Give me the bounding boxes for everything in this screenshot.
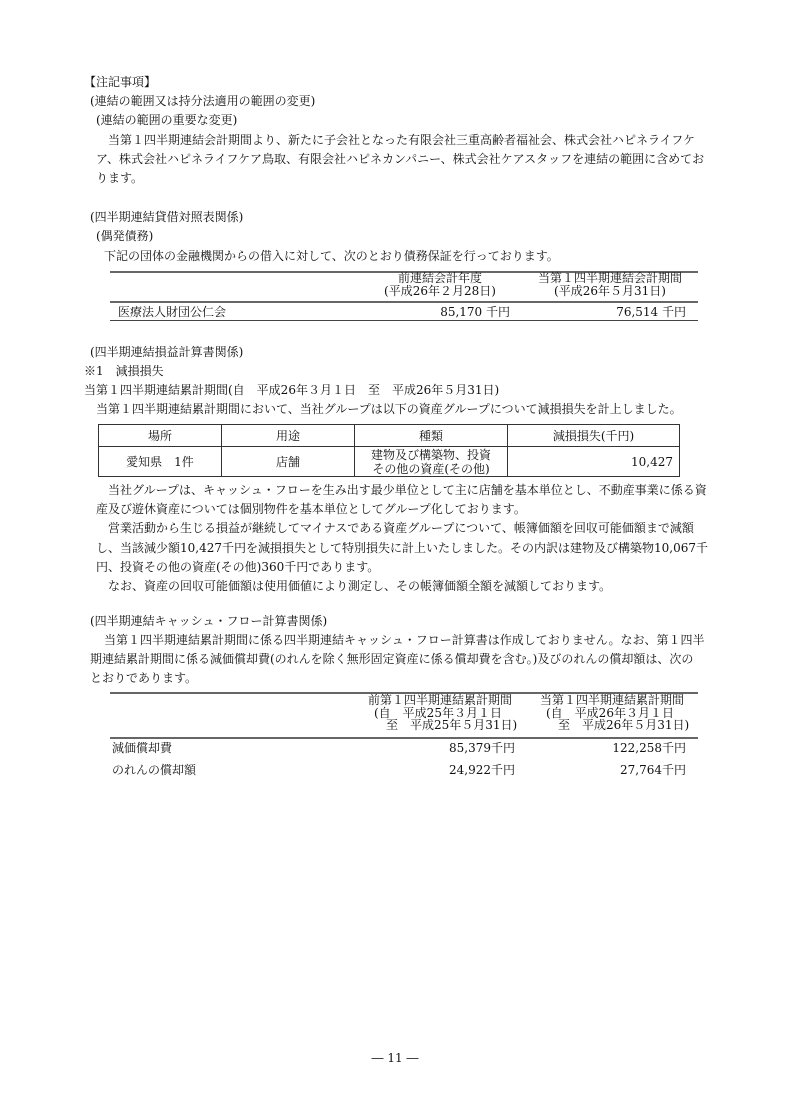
pl-period: 当第１四半期連結累計期間(自 平成26年３月１日 至 平成26年５月31日): [84, 383, 500, 397]
bs-col1-header: 前連結会計年度 (平成26年２月28日): [384, 271, 496, 298]
pl-line: 産及び遊休資産については個別物件を基本単位としてグループ化しております。: [96, 502, 526, 516]
cf-row-v2: 122,258千円: [612, 741, 686, 755]
cell-location: 愛知県 1件: [99, 447, 222, 477]
divider: [110, 320, 698, 321]
cf-line: とおりであります。: [90, 671, 198, 685]
scope-line: ります。: [96, 171, 144, 185]
bs-subheading: (偶発債務): [96, 229, 154, 243]
page-number: ― 11 ―: [371, 1051, 419, 1065]
table-row: [99, 447, 680, 477]
bs-col2-header: 当第１四半期連結会計期間 (平成26年５月31日): [537, 271, 682, 298]
divider: [110, 737, 698, 739]
cell-loss: 10,427: [508, 447, 680, 477]
bs-row-v2: 76,514 千円: [616, 305, 686, 319]
bs-intro: 下記の団体の金融機関からの借入に対して、次のとおり債務保証を行っております。: [104, 249, 559, 263]
cf-col1-header: 前第１四半期連結累計期間 (自 平成25年３月１日 至 平成25年５月31日): [368, 693, 518, 732]
pl-intro: 当第１四半期連結累計期間において、当社グループは以下の資産グループについて減損損失を計上しました。: [96, 402, 682, 416]
header-location: 場所: [99, 425, 222, 447]
cell-type: 建物及び構築物、投資 その他の資産(その他): [355, 447, 508, 477]
pl-line: 営業活動から生じる損益が継続してマイナスである資産グループについて、帳簿価額を回収可能価額まで減額: [108, 521, 694, 535]
cf-col2-header: 当第１四半期連結累計期間 (自 平成26年３月１日 至 平成26年５月31日): [540, 693, 690, 732]
header-type: 種類: [355, 425, 508, 447]
cf-row-label: のれんの償却額: [112, 763, 197, 777]
cf-line: 当第１四半期連結累計期間に係る四半期連結キャッシュ・フロー計算書は作成しておりません。なお、第１四半: [104, 633, 705, 647]
pl-line: 円、投資その他の資産(その他)360千円であります。: [96, 560, 380, 574]
table-header-row: [99, 425, 680, 447]
header-use: 用途: [222, 425, 355, 447]
cf-row-v2: 27,764千円: [620, 763, 686, 777]
cf-row-v1: 24,922千円: [449, 763, 515, 777]
scope-line: 当第１四半期連結会計期間より、新たに子会社となった有限会社三重高齢者福祉会、株式会社ハピネライフケ: [108, 133, 695, 147]
bs-row-label: 医療法人財団公仁会: [118, 305, 227, 319]
cf-row-label: 減価償却費: [112, 741, 173, 755]
notes-title: 【注記事項】: [84, 75, 157, 89]
cf-row-v1: 85,379千円: [449, 741, 515, 755]
scope-heading: (連結の範囲又は持分法適用の範囲の変更): [90, 94, 316, 108]
header-loss: 減損損失(千円): [508, 425, 680, 447]
pl-note: ※1 減損損失: [84, 364, 164, 378]
pl-line: し、当該減少額10,427千円を減損損失として特別損失に計上いたしました。その内訳は建物及び構築物10,067千: [96, 541, 708, 555]
scope-line: ア、株式会社ハピネライフケア鳥取、有限会社ハピネカンパニー、株式会社ケアスタッフを連結の範囲に含めてお: [96, 152, 705, 166]
impairment-table: [98, 424, 680, 477]
cell-use: 店舗: [222, 447, 355, 477]
divider: [110, 301, 698, 303]
scope-subheading: (連結の範囲の重要な変更): [96, 113, 238, 127]
pl-line: なお、資産の回収可能価額は使用価値により測定し、その帳簿価額全額を減額しております。: [108, 579, 612, 593]
bs-row-v1: 85,170 千円: [440, 305, 510, 319]
pl-heading: (四半期連結損益計算書関係): [90, 345, 244, 359]
bs-heading: (四半期連結貸借対照表関係): [90, 210, 244, 224]
cf-line: 期連結累計期間に係る減価償却費(のれんを除く無形固定資産に係る償却費を含む。)及びのれんの償却額は、次の: [90, 652, 694, 666]
pl-line: 当社グループは、キャッシュ・フローを生み出す最少単位として主に店舗を基本単位とし、不動産事業に係る資: [108, 483, 707, 497]
cf-heading: (四半期連結キャッシュ・フロー計算書関係): [90, 614, 328, 628]
